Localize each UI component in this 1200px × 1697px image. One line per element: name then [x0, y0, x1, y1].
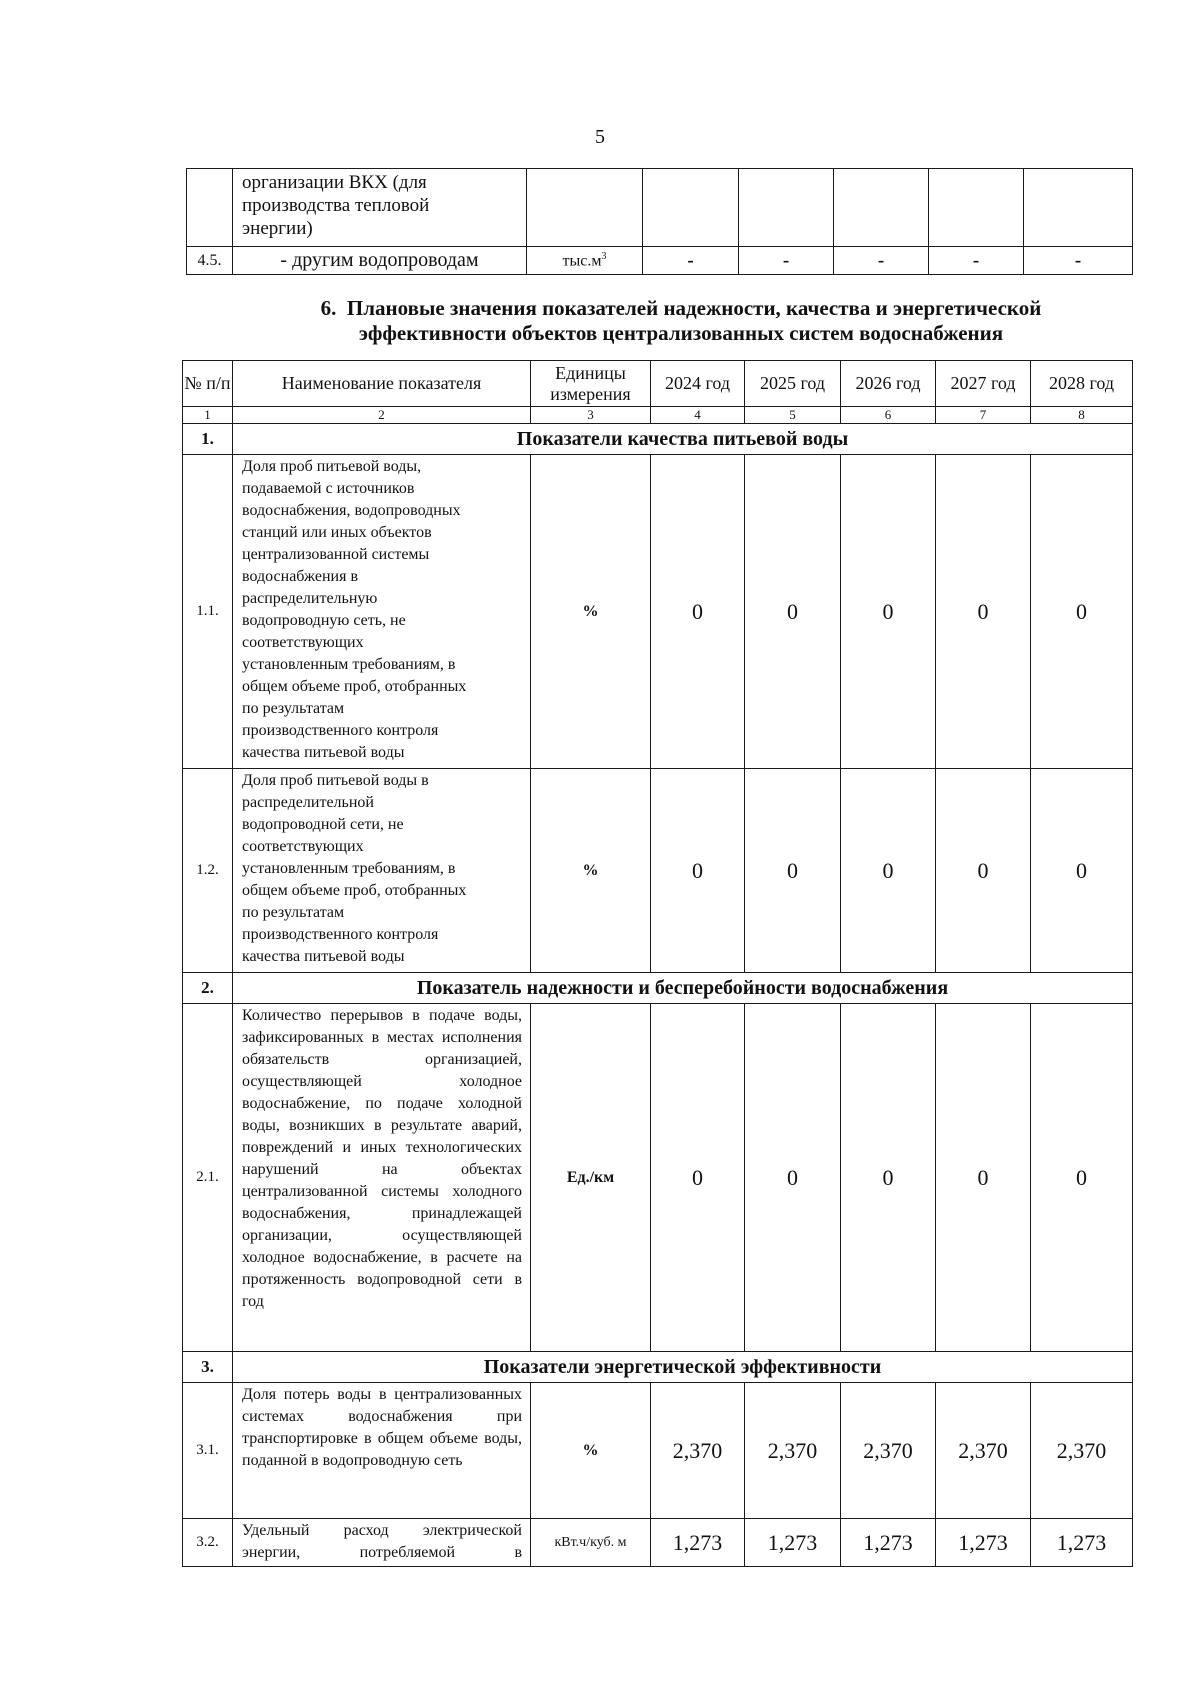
- value-2027: 1,273: [936, 1519, 1031, 1567]
- value-2028: 0: [1031, 1004, 1133, 1352]
- indicator-name-line: распределительной: [242, 794, 374, 811]
- column-number: 2: [233, 407, 531, 424]
- indicators-table: [182, 360, 1133, 1567]
- table-row-1-1: [183, 455, 1133, 769]
- table-row-4-5: [187, 247, 1133, 275]
- indicator-name-line: централизованной системы: [242, 546, 430, 563]
- value-2028: 2,370: [1031, 1383, 1133, 1519]
- continuation-num-cell: [187, 169, 233, 247]
- section-number: 6.: [320, 296, 337, 320]
- value-2026: 0: [841, 769, 936, 973]
- indicator-name-line: качества питьевой воды: [242, 948, 405, 965]
- table-row-2-1: [183, 1004, 1133, 1352]
- group-title: Показатели энергетической эффективности: [233, 1352, 1133, 1383]
- indicator-name-line: установленным требованиям, в: [242, 860, 456, 877]
- table-row-1-2: [183, 769, 1133, 973]
- row-number: 2.1.: [183, 1004, 233, 1352]
- value-2027: 0: [936, 1004, 1031, 1352]
- indicator-name-line: водоснабжения в: [242, 568, 359, 585]
- group-number: 1.: [183, 424, 233, 455]
- value-2027: 0: [936, 769, 1031, 973]
- value-2027: 0: [936, 455, 1031, 769]
- section-heading-line-1: [230, 296, 1132, 321]
- page-number: 5: [595, 126, 605, 148]
- value-2024: 0: [651, 1004, 745, 1352]
- value-2026: 0: [841, 455, 936, 769]
- continuation-unit-cell: [527, 169, 643, 247]
- unit-cell: [527, 247, 643, 275]
- header-year-2026: 2026 год: [841, 361, 936, 407]
- value-2024: 2,370: [651, 1383, 745, 1519]
- value-2026: 1,273: [841, 1519, 936, 1567]
- continuation-value-cell: [834, 169, 929, 247]
- continuation-value-cell: [739, 169, 834, 247]
- header-year-2028: 2028 год: [1031, 361, 1133, 407]
- unit-superscript: 3: [601, 250, 607, 262]
- indicator-name-line: производственного контроля: [242, 926, 439, 943]
- group-row-1: [183, 424, 1133, 455]
- column-number: 3: [531, 407, 651, 424]
- row-number: 1.2.: [183, 769, 233, 973]
- indicator-name-line: общем объеме проб, отобранных: [242, 678, 467, 695]
- value-2025: 2,370: [745, 1383, 841, 1519]
- indicator-name-line: водоснабжения, водопроводных: [242, 502, 461, 519]
- indicator-name-line: производственного контроля: [242, 722, 439, 739]
- value-2028: -: [1024, 247, 1133, 275]
- header-name: Наименование показателя: [233, 361, 531, 407]
- value-2024: 1,273: [651, 1519, 745, 1567]
- unit-cell: %: [531, 455, 651, 769]
- value-2027: -: [929, 247, 1024, 275]
- group-row-3: [183, 1352, 1133, 1383]
- value-2026: 2,370: [841, 1383, 936, 1519]
- section-title-line1: Плановые значения показателей надежности, качества и энергетической: [346, 296, 1042, 320]
- indicator-name: - другим водопроводам: [233, 247, 527, 275]
- indicator-name: [233, 455, 531, 769]
- unit-cell: Ед./км: [531, 1004, 651, 1352]
- continuation-name-line: организации ВКХ (для: [242, 172, 427, 193]
- value-2025: -: [739, 247, 834, 275]
- header-year-2027: 2027 год: [936, 361, 1031, 407]
- indicator-name-line: водопроводной сети, не: [242, 816, 404, 833]
- indicator-name-line: соответствующих: [242, 634, 364, 651]
- indicator-name: Удельный расход электрической энергии, потребляемой в: [233, 1519, 531, 1567]
- value-2025: 0: [745, 769, 841, 973]
- table-row-3-2: [183, 1519, 1133, 1567]
- continuation-table: [186, 168, 1133, 275]
- row-number: 4.5.: [187, 247, 233, 275]
- header-year-2025: 2025 год: [745, 361, 841, 407]
- header-unit: Единицы измерения: [531, 361, 651, 407]
- continuation-name-cell: [233, 169, 527, 247]
- row-number: 3.1.: [183, 1383, 233, 1519]
- value-2028: 0: [1031, 455, 1133, 769]
- indicator-name-line: станций или иных объектов: [242, 524, 432, 541]
- value-2028: 1,273: [1031, 1519, 1133, 1567]
- value-2024: 0: [651, 769, 745, 973]
- indicator-name-line: по результатам: [242, 904, 345, 921]
- value-2025: 0: [745, 1004, 841, 1352]
- value-2026: -: [834, 247, 929, 275]
- continuation-value-cell: [929, 169, 1024, 247]
- value-2024: 0: [651, 455, 745, 769]
- header-year-2024: 2024 год: [651, 361, 745, 407]
- value-2028: 0: [1031, 769, 1133, 973]
- header-row: [183, 361, 1133, 407]
- value-2026: 0: [841, 1004, 936, 1352]
- unit-cell: кВт.ч/куб. м: [531, 1519, 651, 1567]
- indicator-name-line: подаваемой с источников: [242, 480, 415, 497]
- indicator-name-line: Доля проб питьевой воды в: [242, 772, 429, 789]
- indicator-name-line: установленным требованиям, в: [242, 656, 456, 673]
- unit-text: тыс.м: [562, 252, 602, 270]
- row-number: 1.1.: [183, 455, 233, 769]
- group-number: 3.: [183, 1352, 233, 1383]
- header-num: № п/п: [183, 361, 233, 407]
- value-2027: 2,370: [936, 1383, 1031, 1519]
- continuation-name-line: производства тепловой: [242, 195, 430, 216]
- group-title: Показатели качества питьевой воды: [233, 424, 1133, 455]
- group-row-2: [183, 973, 1133, 1004]
- table-row-3-1: [183, 1383, 1133, 1519]
- value-2025: 1,273: [745, 1519, 841, 1567]
- section-heading-line-2: эффективности объектов централизованных систем водоснабжения: [358, 321, 1004, 345]
- indicator-name: [233, 769, 531, 973]
- continuation-value-cell: [643, 169, 739, 247]
- indicator-name-line: водопроводную сеть, не: [242, 612, 406, 629]
- row-number: 3.2.: [183, 1519, 233, 1567]
- group-title: Показатель надежности и бесперебойности водоснабжения: [233, 973, 1133, 1004]
- indicator-name-line: по результатам: [242, 700, 345, 717]
- indicator-name-line: общем объеме проб, отобранных: [242, 882, 467, 899]
- continuation-value-cell: [1024, 169, 1133, 247]
- column-number: 1: [183, 407, 233, 424]
- unit-cell: %: [531, 769, 651, 973]
- continuation-row: [187, 169, 1133, 247]
- column-number: 5: [745, 407, 841, 424]
- indicator-name-line: распределительную: [242, 590, 378, 607]
- value-2024: -: [643, 247, 739, 275]
- indicator-name: Количество перерывов в подаче воды, зафиксированных в местах исполнения обязательств организацией, осуществляющей холодное водоснабжение, по подаче холодной воды, возникших в результате аварий, повреждений и иных технологических нарушений на объектах централизованной системы холодного водоснабжения, принадлежащей организации, осуществляющей холодное водоснабжение, в расчете на протяженность водопроводной сети в год: [233, 1004, 531, 1352]
- group-number: 2.: [183, 973, 233, 1004]
- unit-cell: %: [531, 1383, 651, 1519]
- section-heading: [230, 296, 1132, 346]
- column-number: 6: [841, 407, 936, 424]
- continuation-name-line: энергии): [242, 218, 313, 239]
- indicator-name-line: качества питьевой воды: [242, 744, 405, 761]
- value-2025: 0: [745, 455, 841, 769]
- indicator-name-line: Доля проб питьевой воды,: [242, 458, 422, 475]
- indicator-name: Доля потерь воды в централизованных системах водоснабжения при транспортировке в общем объеме воды, поданной в водопроводную сеть: [233, 1383, 531, 1519]
- column-number: 8: [1031, 407, 1133, 424]
- indicator-name-line: соответствующих: [242, 838, 364, 855]
- column-number: 7: [936, 407, 1031, 424]
- column-number-row: [183, 407, 1133, 424]
- column-number: 4: [651, 407, 745, 424]
